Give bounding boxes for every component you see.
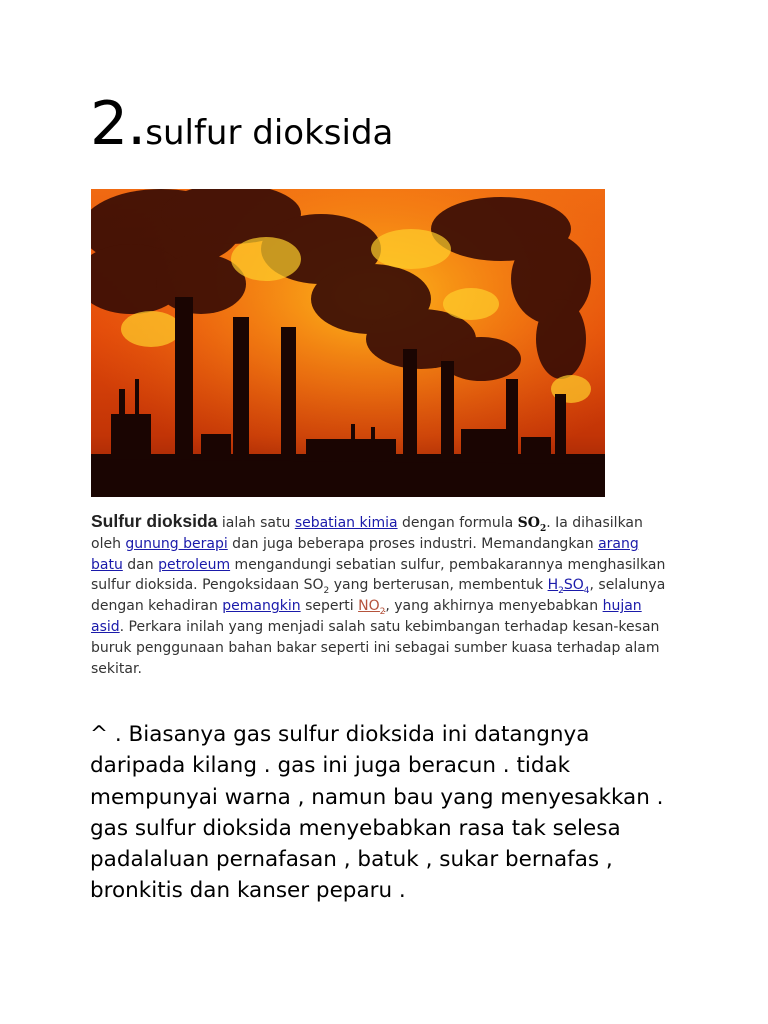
so2-formula: $SO_2$ xyxy=(517,515,547,534)
link-pemangkin[interactable]: pemangkin xyxy=(222,598,301,615)
link-hujan-asid[interactable]: hujan asid xyxy=(91,598,642,635)
notes-paragraph: ^ . Biasanya gas sulfur dioksida ini datangnya daripada kilang . gas ini juga beracun . tidak mempunyai warna , namun bau yang menyesakkan . gas sulfur dioksida menyebabkan rasa tak selesa padalaluan pernafasan , batuk , sukar bernafas , bronkitis dan kanser peparu . xyxy=(90,722,664,904)
link-gunung-berapi[interactable]: gunung berapi xyxy=(125,535,228,552)
factory-smokestacks-photo xyxy=(91,189,605,497)
link-petroleum[interactable]: petroleum xyxy=(158,556,231,573)
section-heading xyxy=(90,89,394,159)
link-sebatian-kimia[interactable]: sebatian kimia xyxy=(294,515,398,531)
link-no2[interactable]: $NO_2$ xyxy=(358,598,386,617)
article-lead-term: Sulfur dioksida xyxy=(91,511,218,531)
link-h2so4[interactable]: $H_2SO_4$ xyxy=(547,577,590,597)
article-paragraph: Sulfur dioksida ialah satu sebatian kimia dengan formula $SO_2$. Ia dihasilkan oleh gunung berapi dan juga beberapa proses industri. Memandangkan arang batu dan petroleum mengandungi sebatian sulfur, pembakarannya menghasilkan sulfur dioksida. Pengoksidaan $SO_2$ yang berterusan, membentuk $H_2SO_4$, selalunya dengan kehadiran pemangkin seperti $NO_2$, yang akhirnya menyebabkan hujan asid. Perkara inilah yang menjadi salah satu kebimbangan terhadap kesan-kesan buruk penggunaan bahan bakar seperti ini sebagai sumber kuasa terhadap alam sekitar. xyxy=(91,511,666,677)
section-number: 2. xyxy=(90,89,146,159)
link-arang-batu[interactable]: arang batu xyxy=(91,535,639,573)
section-title: sulfur dioksida xyxy=(145,113,394,153)
